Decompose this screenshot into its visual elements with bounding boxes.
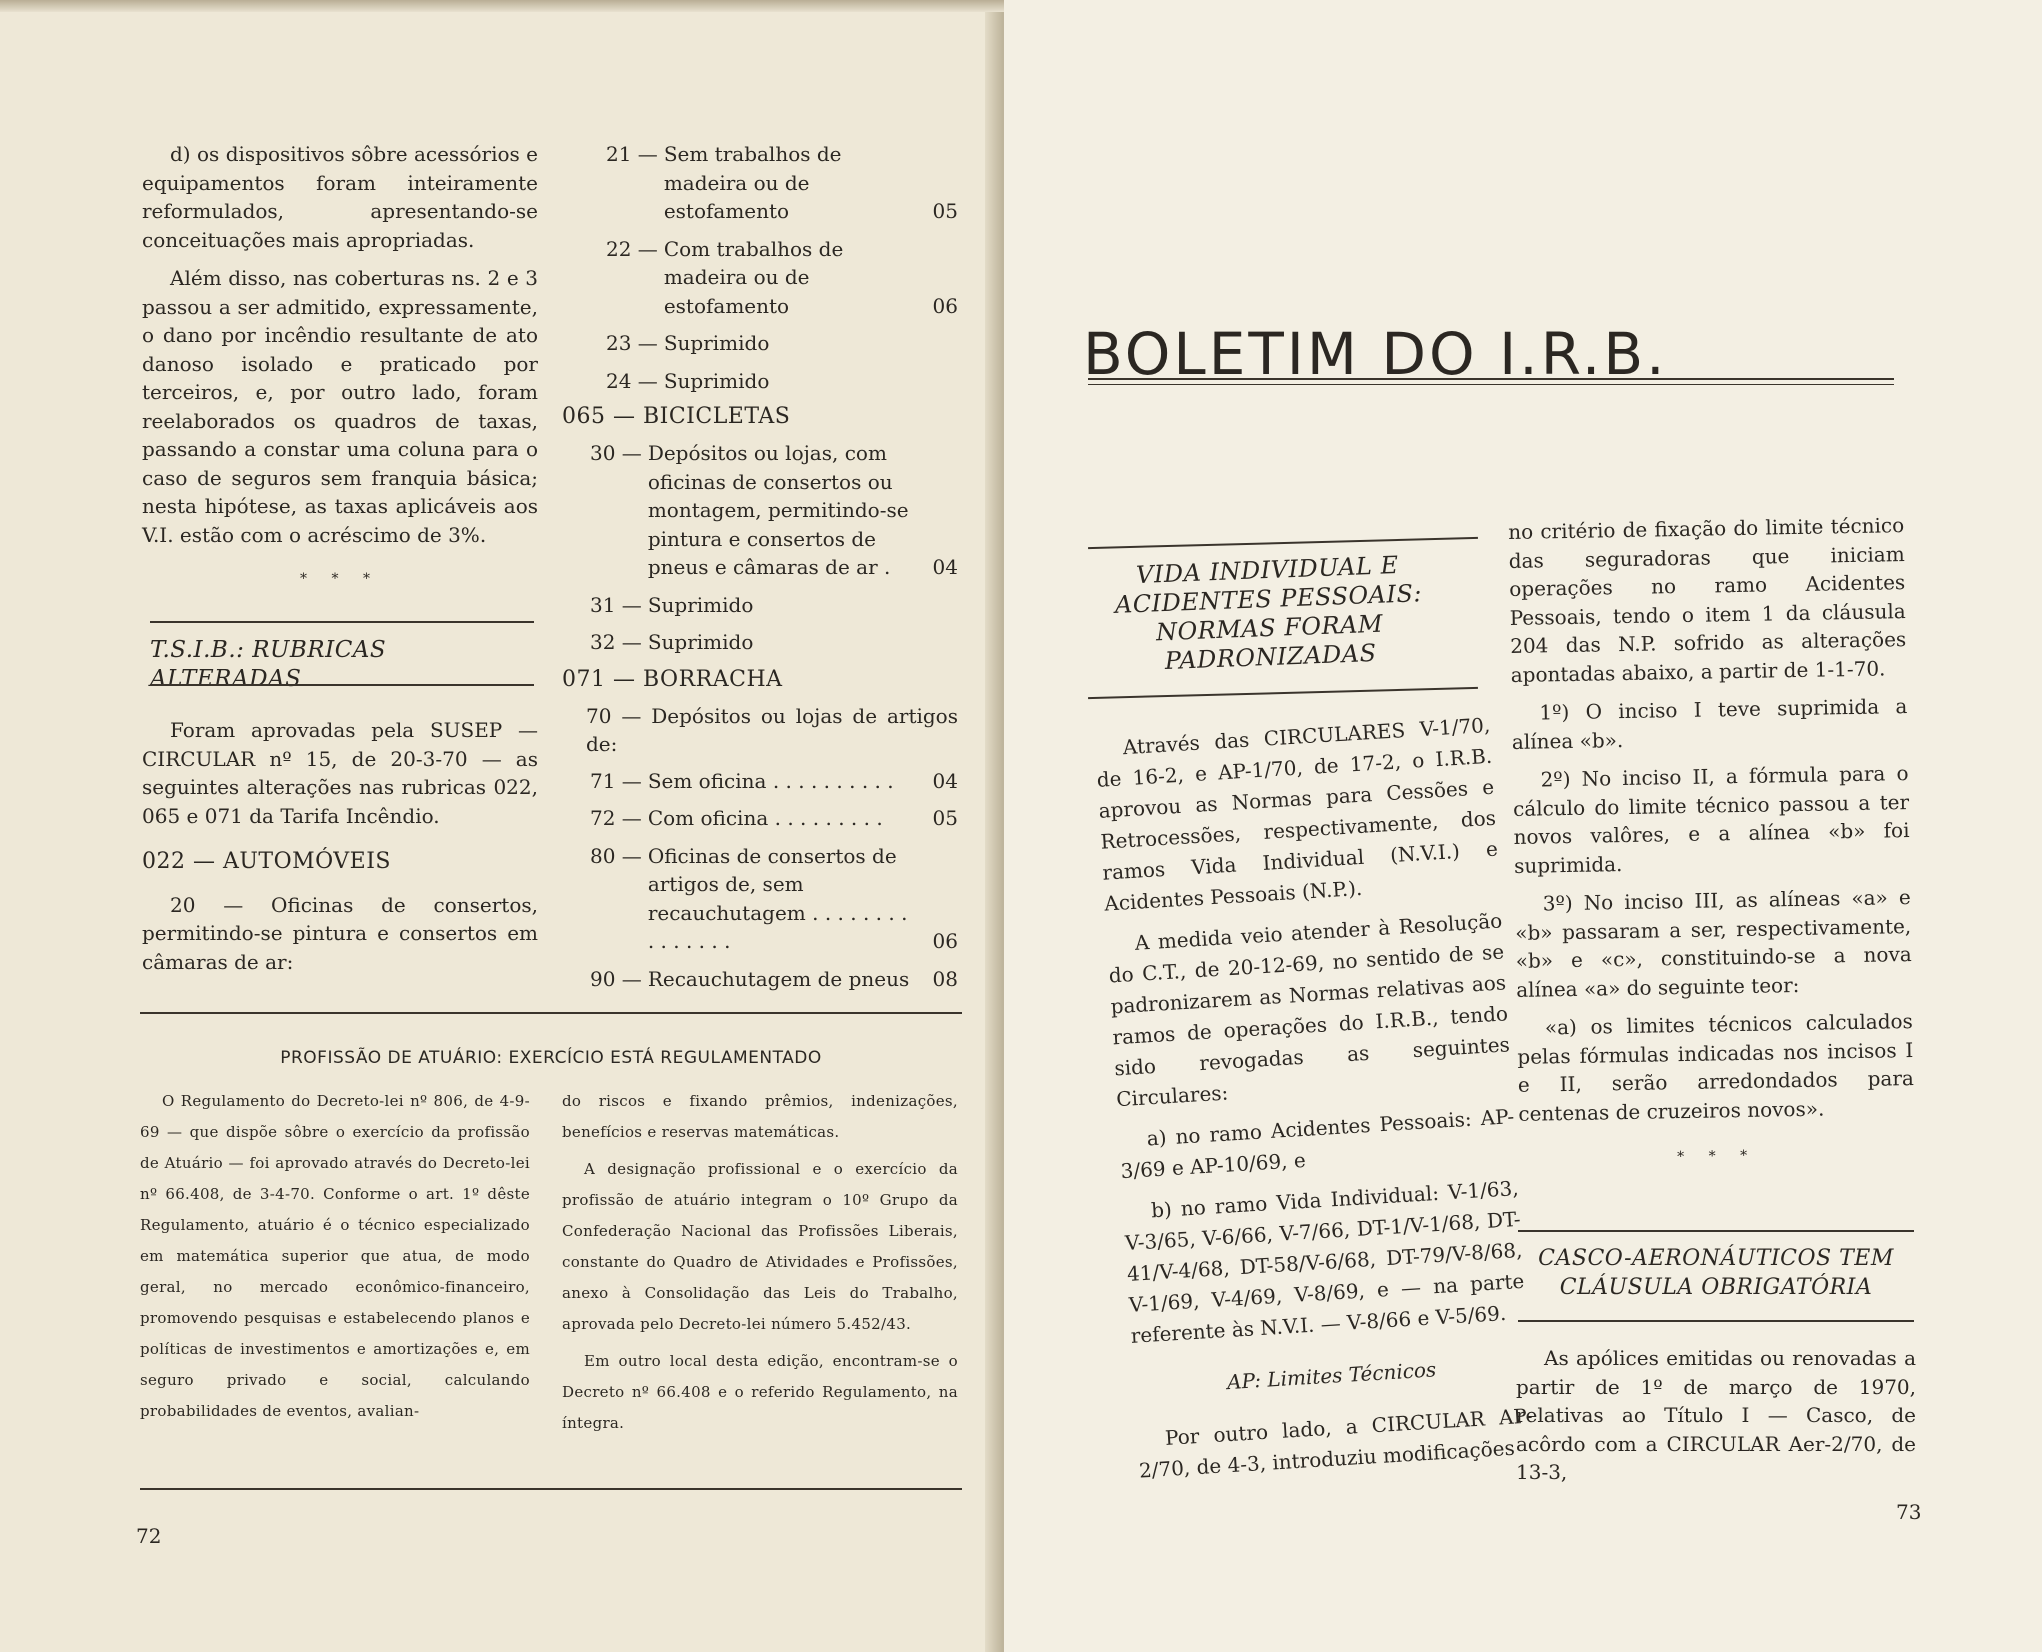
item-text: Oficinas de consertos de artigos de, sem recauchutagem . . . . . . . . . . . . . . . bbox=[647, 843, 908, 953]
paragraph: 2º) No inciso II, a fórmula para o cálculo do limite técnico passou a ter novos valôres, e a alínea «b» foi suprimida. bbox=[1512, 761, 1910, 878]
right-col2 bbox=[1508, 511, 1915, 1174]
list-item bbox=[590, 804, 958, 833]
paragraph: Além disso, nas coberturas ns. 2 e 3 passou a ser admitido, expressamente, o dano por incêndio resultante de ato danoso isolado e praticado por terceiros, e, por outro lado, foram reelaborados os quadros de taxas, passando a constar uma coluna para o caso de seguros sem franquia básica; nesta hipótese, as taxas aplicáveis aos V.I. estão com o acréscimo de 3%. bbox=[142, 266, 538, 547]
paragraph: do riscos e fixando prêmios, indenizações, benefícios e reservas matemáticas. bbox=[562, 1092, 958, 1141]
item-code: 06 bbox=[932, 929, 958, 953]
item-code: 08 bbox=[932, 966, 958, 991]
item-list bbox=[562, 439, 958, 657]
list-item bbox=[590, 842, 958, 956]
right-page bbox=[1004, 0, 2042, 1652]
item-text: Depósitos ou lojas, com oficinas de consertos ou montagem, permitindo-se pintura e consertos de pneus e câmaras de ar . bbox=[647, 441, 909, 579]
item-number: 21 — bbox=[606, 142, 658, 166]
title-rule bbox=[1088, 384, 1894, 385]
left-col1-lower bbox=[142, 716, 538, 986]
heading-rule-bottom bbox=[150, 684, 534, 686]
paragraph: no critério de fixação do limite técnico das seguradoras que iniciam operações no ramo Acidentes Pessoais, tendo o item 1 da cláusula 204 das N.P. sofrido as alterações apontadas abaixo, a partir de 1-1-70. bbox=[1508, 513, 1907, 687]
list-item bbox=[606, 329, 958, 358]
paragraph: a) no ramo Acidentes Pessoais: AP-3/69 e AP-10/69, e bbox=[1120, 1104, 1515, 1184]
heading-rule-top bbox=[1088, 537, 1478, 549]
list-item bbox=[590, 439, 958, 582]
divider-rule bbox=[140, 1012, 962, 1014]
heading-rule-bottom bbox=[1088, 687, 1478, 699]
section-heading: VIDA INDIVIDUAL E ACIDENTES PESSOAIS: NORMAS FORAM PADRONIZADAS bbox=[1114, 551, 1423, 676]
list-item bbox=[606, 235, 958, 321]
left-col1 bbox=[142, 140, 538, 594]
paragraph: A medida veio atender à Resolução do C.T., de 20-12-69, no sentido de se padronizarem as Normas relativas aos ramos de operações do I.R.B., tendo sido revogadas as seguintes Circulares: bbox=[1108, 908, 1511, 1112]
item-code: 04 bbox=[932, 555, 958, 579]
article-col1 bbox=[140, 1086, 530, 1433]
list-item bbox=[590, 767, 958, 796]
paragraph: Em outro local desta edição, encontram-se o Decreto nº 66.408 e o referido Regulamento, na íntegra. bbox=[562, 1352, 958, 1432]
item-text: Suprimido bbox=[647, 592, 754, 617]
item-text: Suprimido bbox=[647, 630, 754, 654]
item-number: 72 — bbox=[590, 806, 642, 830]
list-item bbox=[606, 367, 958, 396]
section-separator: * * * bbox=[300, 571, 380, 587]
item-code: 06 bbox=[932, 293, 958, 318]
paragraph: O Regulamento do Decreto-lei nº 806, de 4-9-69 — que dispõe sôbre o exercício da profissão de Atuário — foi aprovado através do Decreto-lei nº 66.408, de 3-4-70. Conforme o art. 1º dêste Regulamento, atuário é o técnico especializado em matemática superior que atua, de modo geral, no mercado econômico-financeiro, promovendo pesquisas e estabelecendo planos e políticas de investimentos e amortizações e, em seguro privado e social, calculando probabilidades de eventos, avalian- bbox=[140, 1092, 530, 1420]
title-rule bbox=[1088, 378, 1894, 380]
heading-rule-top bbox=[1518, 1230, 1914, 1232]
item-text: Suprimido bbox=[663, 368, 770, 393]
item-number: 22 — bbox=[606, 236, 658, 261]
paragraph: 3º) No inciso III, as alíneas «a» e «b» passaram a ser, respectivamente, «b» e «c», constituindo-se a nova alínea «a» do seguinte teor: bbox=[1515, 885, 1912, 1002]
paragraph: d) os dispositivos sôbre acessórios e equipamentos foram inteiramente reformulados, apresentando-se conceituações mais apropriadas. bbox=[142, 142, 538, 252]
list-item bbox=[590, 591, 958, 620]
paragraph: Através das CIRCULARES V-1/70, de 16-2, e AP-1/70, de 17-2, o I.R.B. aprovou as Normas para Cessões e Retrocessões, respectivamente, dos ramos Vida Individual (N.V.I.) e Acidentes Pessoais (N.P.). bbox=[1096, 712, 1499, 916]
subheading: AP: Limites Técnicos bbox=[1226, 1357, 1437, 1395]
list-item bbox=[590, 628, 958, 657]
rubric-heading: 071 — BORRACHA bbox=[562, 666, 783, 692]
item-number: 80 — bbox=[590, 843, 642, 868]
paragraph: b) no ramo Vida Individual: V-1/63, V-3/65, V-6/66, V-7/66, DT-1/V-1/68, DT-41/V-4/68, DT-58/V-6/68, DT-79/V-8/68, V-1/69, V-4/69, V-8/69, e — na parte referente às N.V.I. — V-8/66 e V-5/69. bbox=[1124, 1175, 1525, 1348]
rubric-heading: 022 — AUTOMÓVEIS bbox=[142, 849, 392, 874]
item-number: 24 — bbox=[606, 368, 658, 393]
item-text: Sem trabalhos de madeira ou de estofamento bbox=[663, 142, 842, 223]
left-col2 bbox=[562, 140, 958, 1002]
section-heading: CASCO-AERONÁUTICOS TEM CLÁUSULA OBRIGATÓRIA bbox=[1538, 1246, 1894, 1300]
left-page bbox=[0, 0, 1004, 1652]
list-item bbox=[606, 140, 958, 226]
item-code: 04 bbox=[932, 768, 958, 793]
item-text: Com trabalhos de madeira ou de estofamento bbox=[663, 236, 844, 318]
list-item: 70 — Depósitos ou lojas de artigos de: bbox=[586, 703, 958, 756]
item-number: 32 — bbox=[590, 630, 642, 654]
item-text: Com oficina . . . . . . . . . bbox=[647, 806, 883, 830]
item-number: 31 — bbox=[590, 592, 642, 617]
item-text: Suprimido bbox=[663, 331, 770, 355]
rubric-heading: 065 — BICICLETAS bbox=[562, 404, 791, 429]
item-number: 90 — bbox=[590, 966, 642, 991]
section-heading: T.S.I.B.: RUBRICAS ALTERADAS bbox=[150, 637, 387, 692]
right-col2-lower bbox=[1516, 1344, 1916, 1497]
paragraph: Foram aprovadas pela SUSEP — CIRCULAR nº 15, de 20-3-70 — as seguintes alterações nas rubricas 022, 065 e 071 da Tarifa Incêndio. bbox=[142, 718, 538, 828]
item-code: 05 bbox=[932, 806, 958, 830]
list-item bbox=[590, 965, 958, 994]
section-separator: * * * bbox=[1677, 1147, 1758, 1166]
heading-rule-top bbox=[150, 621, 534, 623]
item-list bbox=[562, 140, 958, 395]
paragraph: 20 — Oficinas de consertos, permitindo-se pintura e consertos em câmaras de ar: bbox=[142, 892, 538, 974]
page-number: 73 bbox=[1896, 1500, 1922, 1524]
paragraph: «a) os limites técnicos calculados pelas fórmulas indicadas nos incisos I e II, serão arredondados para centenas de cruzeiros novos». bbox=[1517, 1009, 1915, 1126]
paragraph: As apólices emitidas ou renovadas a partir de 1º de março de 1970, relativas ao Título I — Casco, de acôrdo com a CIRCULAR Aer-2/70, de 13-3, bbox=[1516, 1346, 1916, 1484]
item-list bbox=[562, 767, 958, 994]
page-number: 72 bbox=[136, 1524, 162, 1548]
paragraph: Por outro lado, a CIRCULAR AP-2/70, de 4-3, introduziu modificações bbox=[1138, 1403, 1534, 1483]
paragraph: A designação profissional e o exercício da profissão de atuário integram o 10º Grupo da Confederação Nacional das Profissões Liberais, constante do Quadro de Atividades e Profissões, anexo à Consolidação das Leis do Trabalho, aprovada pelo Decreto-lei número 5.452/43. bbox=[562, 1160, 958, 1333]
paragraph: 1º) O inciso I teve suprimida a alínea «b». bbox=[1511, 694, 1908, 754]
item-number: 30 — bbox=[590, 441, 642, 465]
item-number: 71 — bbox=[590, 768, 642, 793]
article-col2 bbox=[562, 1086, 958, 1445]
right-col1 bbox=[1094, 710, 1536, 1496]
item-code: 05 bbox=[932, 199, 958, 223]
divider-rule bbox=[140, 1488, 962, 1490]
article-heading: PROFISSÃO DE ATUÁRIO: EXERCÍCIO ESTÁ REGULAMENTADO bbox=[280, 1048, 822, 1068]
item-number: 23 — bbox=[606, 331, 658, 355]
item-text: Sem oficina . . . . . . . . . . bbox=[647, 768, 894, 793]
page-title: BOLETIM DO I.R.B. bbox=[1083, 320, 1668, 388]
heading-rule-bottom bbox=[1518, 1320, 1914, 1322]
item-text: Recauchutagem de pneus bbox=[647, 966, 910, 991]
